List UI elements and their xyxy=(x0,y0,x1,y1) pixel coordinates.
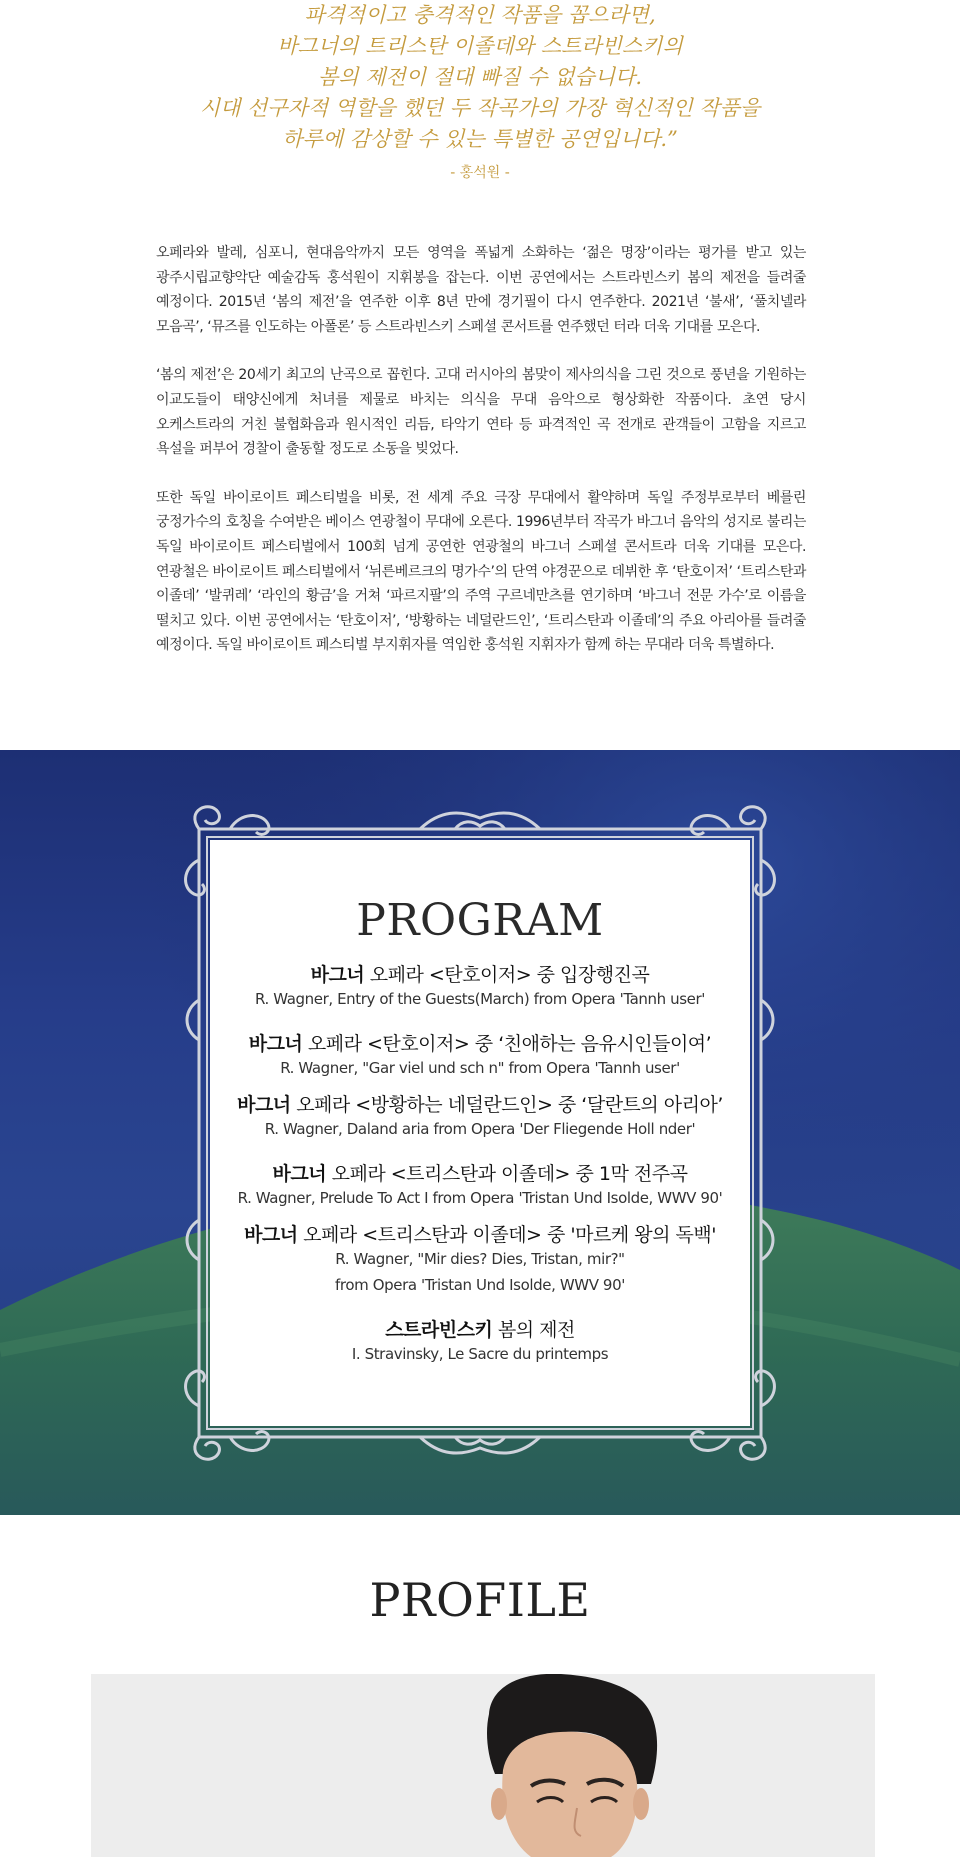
piece-title-en: I. Stravinsky, Le Sacre du printemps xyxy=(351,1345,609,1363)
program-section xyxy=(0,750,960,1515)
profile-title: PROFILE xyxy=(369,1573,591,1627)
quote-line: 바그너의 트리스탄 이졸데와 스트라빈스키의 xyxy=(277,34,683,58)
piece-title-ko: 오페라 <탄호이저> 중 ‘친애하는 음유시인들이여’ xyxy=(302,1033,712,1055)
piece-title-ko: 봄의 제전 xyxy=(492,1319,575,1341)
program-item xyxy=(215,1032,745,1079)
article-paragraph: 오페라와 발레, 심포니, 현대음악까지 모든 영역을 폭넓게 소화하는 ‘젊은 명장’이라는 평가를 받고 있는 광주시립교향악단 예술감독 홍석원이 지휘봉을 잡는다. 이번 공연에서는 스트라빈스키 봄의 제전을 들려줄 예정이다. 2015년 ‘봄의 제전’을 연주한 이후 8년 만에 경기필이 다시 연주한다. 2021년 ‘불새’, ‘풀치넬라 모음곡’, ‘뮤즈를 인도하는 아폴론’ 등 스트라빈스키 스페셜 콘서트를 연주했던 터라 더욱 기대를 모은다. xyxy=(156,245,806,335)
composer-name: 바그너 xyxy=(272,1163,327,1185)
program-item xyxy=(215,1223,745,1296)
piece-title-ko: 오페라 <탄호이저> 중 입장행진곡 xyxy=(364,964,650,986)
program-item xyxy=(215,963,745,1010)
composer-name: 바그너 xyxy=(244,1224,298,1246)
composer-name: 바그너 xyxy=(310,964,365,986)
piece-title-ko: 오페라 <트리스탄과 이졸데> 중 1막 전주곡 xyxy=(326,1163,688,1185)
piece-title-ko: 오페라 <트리스탄과 이졸데> 중 '마르케 왕의 독백' xyxy=(297,1224,716,1246)
program-card xyxy=(215,847,745,1419)
piece-title-en: R. Wagner, "Mir dies? Dies, Tristan, mir?" xyxy=(335,1250,625,1268)
quote-line: 봄의 제전이 절대 빠질 수 없습니다. xyxy=(317,65,643,89)
composer-name: 스트라빈스키 xyxy=(385,1319,493,1341)
article-body xyxy=(156,241,806,682)
program-title: PROGRAM xyxy=(356,895,604,946)
piece-title-en: R. Wagner, Prelude To Act I from Opera 'Tristan Und Isolde, WWV 90' xyxy=(237,1189,723,1207)
program-item xyxy=(215,1093,745,1140)
conductor-portrait xyxy=(91,1674,875,1857)
piece-title-ko: 오페라 <방황하는 네덜란드인> 중 ‘달란트의 아리아’ xyxy=(290,1094,723,1116)
portrait-illustration xyxy=(91,1674,875,1857)
piece-title-en: R. Wagner, Daland aria from Opera 'Der Fliegende Holl nder' xyxy=(264,1120,696,1138)
article-paragraph: ‘봄의 제전’은 20세기 최고의 난곡으로 꼽힌다. 고대 러시아의 봄맞이 제사의식을 그린 것으로 풍년을 기원하는 이교도들이 태양신에게 처녀를 제물로 바치는 의식을 무대 음악으로 형상화한 작품이다. 초연 당시 오케스트라의 거친 불협화음과 원시적인 리듬, 타악기 연타 등 파격적인 곡 전개로 관객들이 고함을 지르고 욕설을 퍼부어 경찰이 출동할 정도로 소동을 빚었다. xyxy=(156,367,806,458)
conductor-quote xyxy=(0,0,960,183)
piece-title-en: from Opera 'Tristan Und Isolde, WWV 90' xyxy=(335,1276,625,1294)
program-item xyxy=(215,1318,745,1365)
quote-line: 하루에 감상할 수 있는 특별한 공연입니다.” xyxy=(282,127,678,151)
program-list xyxy=(215,963,745,1365)
program-item xyxy=(215,1162,745,1209)
piece-title-en: R. Wagner, Entry of the Guests(March) from Opera 'Tannh user' xyxy=(255,990,705,1008)
composer-name: 바그너 xyxy=(248,1033,303,1055)
article-paragraph: 또한 독일 바이로이트 페스티벌을 비롯, 전 세계 주요 극장 무대에서 활약하며 독일 주정부로부터 베를린 궁정가수의 호칭을 수여받은 베이스 연광철이 무대에 오른다. 1996년부터 작곡가 바그너 음악의 성지로 불리는 독일 바이로이트 페스티벌에서 100회 넘게 공연한 연광철의 바그너 스페셜 콘서트라 더욱 기대를 모은다. 연광철은 바이로이트 페스티벌에서 ‘뉘른베르크의 명가수’의 단역 야경꾼으로 데뷔한 후 ‘탄호이저’ ‘트리스탄과 이졸데’ ‘발퀴레’ ‘라인의 황금’을 거쳐 ‘파르지팔’의 주역 구르네만츠를 연기하며 ‘바그너 전문 가수’로 이름을 떨치고 있다. 이번 공연에서는 ‘탄호이저’, ‘방황하는 네덜란드인’, ‘트리스탄과 이졸데’의 주요 아리아를 들려줄 예정이다. 독일 바이로이트 페스티벌 부지휘자를 역임한 홍석원 지휘자가 함께 하는 무대라 더욱 특별하다. xyxy=(156,489,806,654)
quote-line: 시대 선구자적 역할을 했던 두 작곡가의 가장 혁신적인 작품을 xyxy=(199,96,761,120)
quote-line: 파격적이고 충격적인 작품을 꼽으라면, xyxy=(304,3,656,27)
quote-author: - 홍석원 - xyxy=(450,165,510,181)
composer-name: 바그너 xyxy=(237,1094,291,1116)
piece-title-en: R. Wagner, "Gar viel und sch n" from Opera 'Tannh user' xyxy=(280,1059,680,1077)
